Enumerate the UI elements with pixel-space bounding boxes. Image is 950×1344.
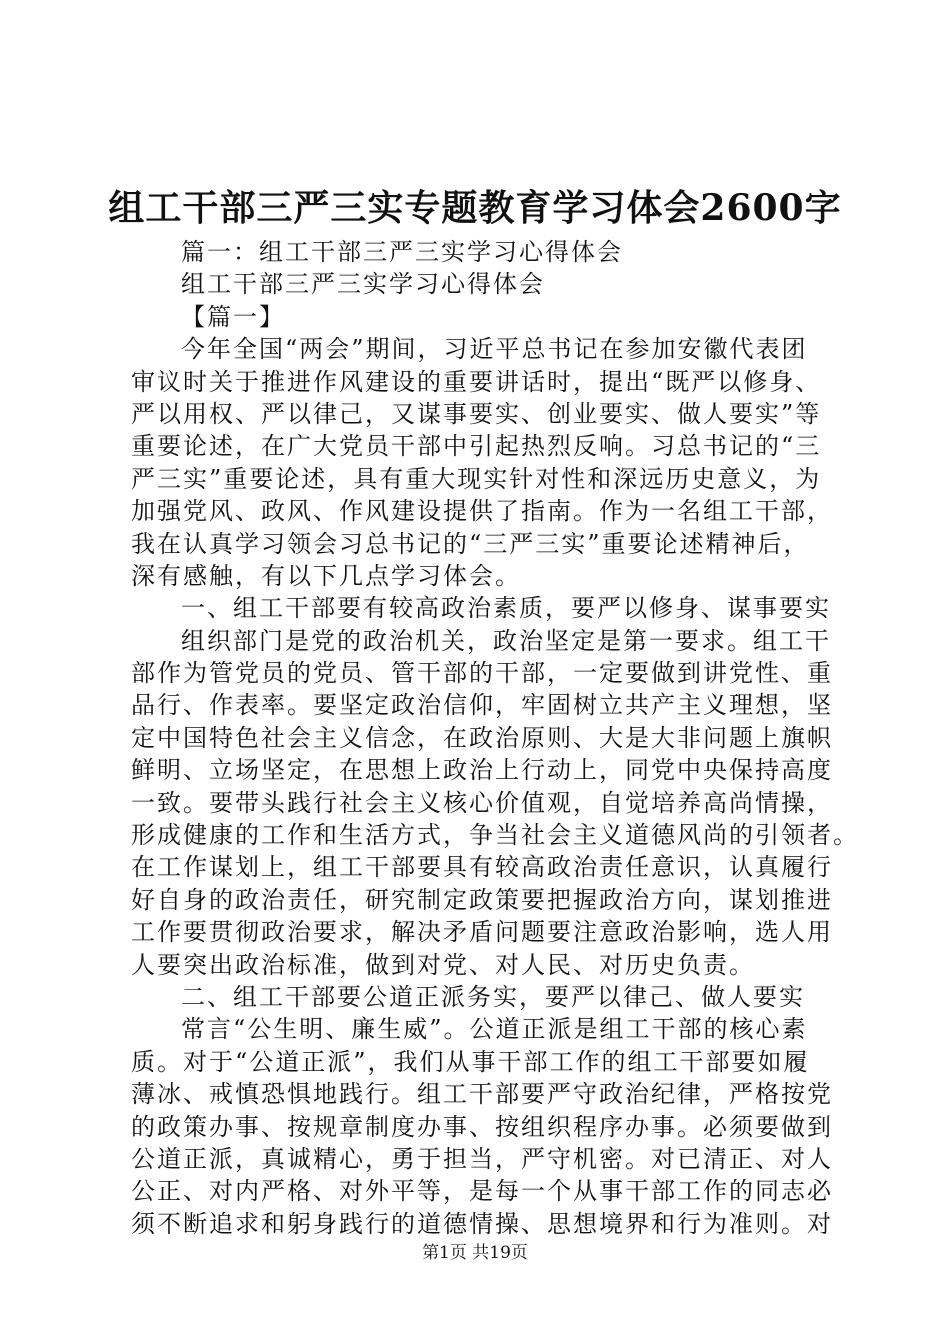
body-line: 我在认真学习领会习总书记的“三严三实”重要论述精神后，	[131, 529, 810, 558]
body-line: 深有感触，有以下几点学习体会。	[131, 561, 521, 590]
body-line: 部作为管党员的党员、管干部的干部，一定要做到讲党性、重	[131, 659, 833, 688]
body-line: 工作要贯彻政治要求，解决矛盾问题要注意政治影响，选人用	[131, 918, 833, 947]
body-line: 严三实”重要论述，具有重大现实针对性和深远历史意义，为	[131, 464, 822, 493]
body-line: 人要突出政治标准，做到对党、对人民、对历史负责。	[131, 950, 755, 979]
body-line: 重要论述，在广大党员干部中引起热烈反响。习总书记的“三	[131, 432, 822, 461]
body-line: 鲜明、立场坚定，在思想上政治上行动上，同党中央保持高度	[131, 756, 833, 785]
body-line: 一致。要带头践行社会主义核心价值观，自觉培养高尚情操，	[131, 788, 833, 817]
document-body	[131, 236, 859, 1240]
body-line: 今年全国“两会”期间，习近平总书记在参加安徽代表团	[181, 335, 808, 364]
body-line: 严以用权、严以律己，又谋事要实、创业要实、做人要实”等	[131, 399, 822, 428]
body-line: 质。对于“公道正派”，我们从事干部工作的组工干部要如履	[131, 1047, 810, 1076]
body-line: 二、组工干部要公道正派务实，要严以律己、做人要实	[181, 982, 805, 1011]
document-title: 组工干部三严三实专题教育学习体会2600字	[108, 187, 842, 229]
body-line: 须不断追求和躬身践行的道德情操、思想境界和行为准则。对	[131, 1209, 833, 1238]
body-line: 组织部门是党的政治机关，政治坚定是第一要求。组工干	[181, 626, 831, 655]
body-line: 的政策办事、按规章制度办事、按组织程序办事。必须要做到	[131, 1112, 833, 1141]
body-line: 薄冰、戒慎恐惧地践行。组工干部要严守政治纪律，严格按党	[131, 1080, 833, 1109]
body-line: 加强党风、政风、作风建设提供了指南。作为一名组工干部，	[131, 497, 833, 526]
body-line: 审议时关于推进作风建设的重要讲话时，提出“既严以修身、	[131, 367, 822, 396]
body-line: 好自身的政治责任，研究制定政策要把握政治方向，谋划推进	[131, 885, 833, 914]
body-line: 公正、对内严格、对外平等，是每一个从事干部工作的同志必	[131, 1177, 833, 1206]
body-line: 定中国特色社会主义信念，在政治原则、大是大非问题上旗帜	[131, 723, 833, 752]
body-line: 组工干部三严三实学习心得体会	[181, 270, 545, 299]
body-line: 在工作谋划上，组工干部要具有较高政治责任意识，认真履行	[131, 853, 833, 882]
body-line: 品行、作表率。要坚定政治信仰，牢固树立共产主义理想，坚	[131, 691, 833, 720]
body-line: 形成健康的工作和生活方式，争当社会主义道德风尚的引领者。	[131, 821, 859, 850]
body-line: 一、组工干部要有较高政治素质，要严以修身、谋事要实	[181, 594, 831, 623]
body-line: 篇一：组工干部三严三实学习心得体会	[181, 238, 623, 266]
body-line: 公道正派，真诚精心，勇于担当，严守机密。对已清正、对人	[131, 1144, 833, 1173]
body-line: 常言“公生明、廉生威”。公道正派是组工干部的核心素	[181, 1015, 808, 1044]
body-line: 【篇一】	[181, 302, 285, 331]
page-footer: 第1页 共19页	[422, 1243, 528, 1263]
